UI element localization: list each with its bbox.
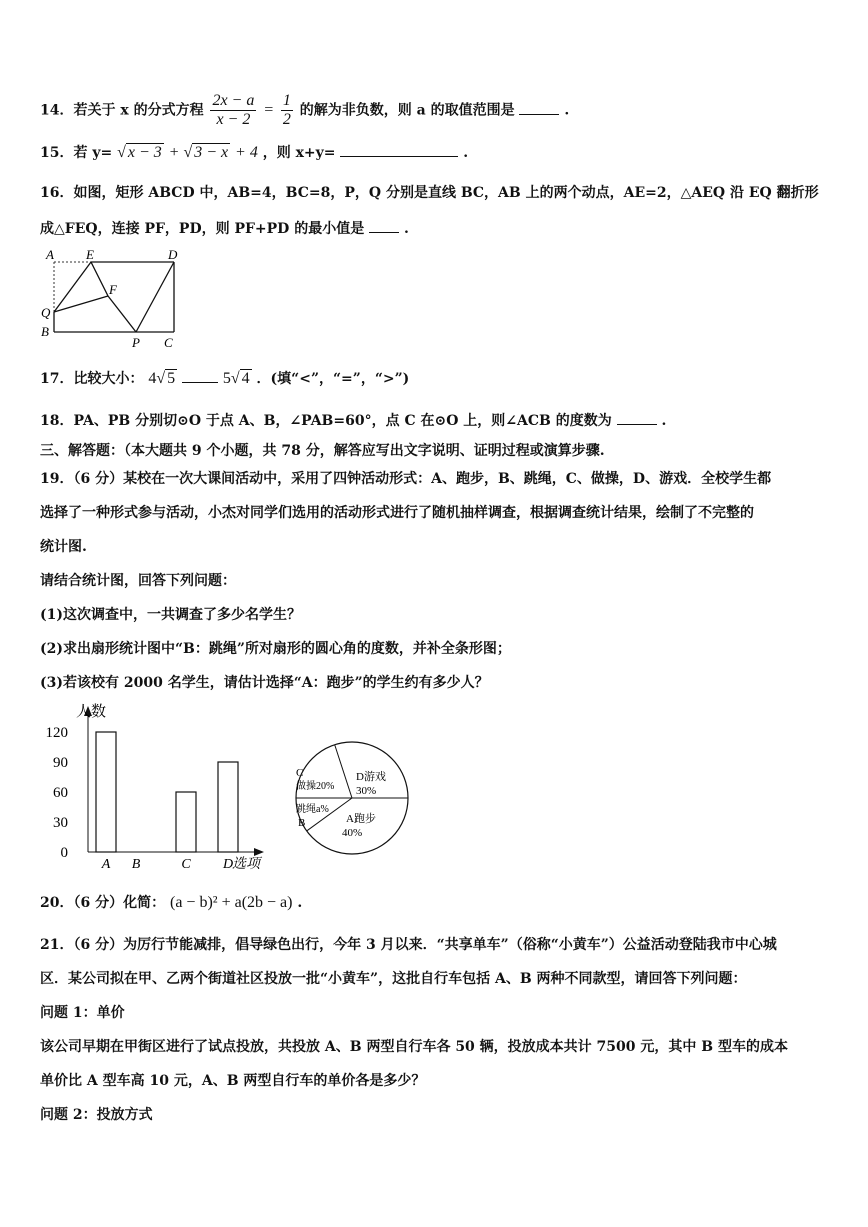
question-19-line-3: 统计图.	[40, 539, 87, 555]
pie-label-C: 做操20%	[296, 781, 335, 792]
question-19-sub-1: (1)这次调查中，一共调查了多少名学生？	[40, 607, 301, 623]
problem-1-title: 问题 1：单价	[40, 1005, 125, 1021]
question-19-sub-3: (3)若该校有 2000 名学生，请估计选择“A：跑步”的学生约有多少人？	[40, 675, 489, 691]
label-B: B	[41, 324, 49, 339]
y-axis-label: 人数	[76, 704, 107, 720]
label-D: D	[168, 247, 178, 262]
expression: (a − b)² + a(2b − a)	[169, 894, 293, 911]
answer-blank	[519, 100, 559, 115]
pie-label-D: D游戏	[356, 771, 386, 783]
category-label-B: B	[131, 857, 141, 872]
label-P: P	[132, 335, 140, 350]
answer-blank	[182, 368, 218, 383]
q14-text: 14．若关于 x 的分式方程	[40, 102, 204, 119]
y-tick-label: 30	[53, 815, 68, 831]
question-19-line-4: 请结合统计图，回答下列问题：	[40, 573, 236, 589]
question-19-line-1: 19．（6 分）某校在一次大课间活动中，采用了四钟活动形式：A、跑步，B、跳绳，C、做操，D、游戏．全校学生都	[40, 471, 772, 487]
question-21-line-1: 21．（6 分）为厉行节能减排，倡导绿色出行，今年 3 月以来．“共享单车”（俗称“小黄车”）公益活动登陆我市中心城	[40, 937, 777, 953]
q14-fraction-right: $\frac{1}{2}$	[282, 92, 291, 128]
y-tick-label: 60	[53, 785, 68, 801]
radicand: x − 3	[127, 144, 162, 161]
sqrt-sign: √	[183, 144, 193, 161]
bar-C	[176, 792, 196, 852]
radicand: 3 − x	[194, 144, 229, 161]
answer-blank	[617, 410, 657, 425]
question-18: 18．PA、PB 分别切⊙O 于点 A、B，∠PAB=60°，点 C 在⊙O 上，则∠ACB 的度数为 .	[40, 410, 666, 430]
pie-letter-B: B	[298, 817, 306, 829]
pie-pct-A: 40%	[342, 827, 363, 839]
question-14: 14．若关于 x 的分式方程 $\frac{2x - a}{x - 2}$ = $\frac{1}{2}$ 的解为非负数，则 a 的取值范围是 .	[40, 92, 570, 128]
q14-text-2: 的解为非负数，则 a 的取值范围是	[299, 102, 515, 119]
label-F: F	[109, 282, 117, 297]
pie-label-B: 跳绳a%	[296, 804, 329, 815]
problem-1-line-1: 该公司早期在甲街区进行了试点投放，共投放 A、B 两型自行车各 50 辆，投放成本共计 7500 元，其中 B 型车的成本	[40, 1039, 788, 1055]
pie-letter-C: C	[296, 767, 304, 779]
pie-pct-D: 30%	[356, 785, 377, 797]
pie-label-A: A跑步	[346, 813, 376, 825]
question-16-line-1: 16．如图，矩形 ABCD 中，AB=4，BC=8，P，Q 分别是直线 BC，AB 上的两个动点，AE=2，△AEQ 沿 EQ 翻折形	[40, 185, 819, 201]
answer-blank	[340, 142, 458, 157]
q15-text: 15．若 y=	[40, 145, 113, 161]
section-heading: 三、解答题：（本大题共 9 个小题，共 78 分，解答应写出文字说明、证明过程或演算步骤.	[40, 443, 605, 459]
question-19-line-2: 选择了一种形式参与活动，小杰对同学们选用的活动形式进行了随机抽样调查，根据调查统计结果，绘制了不完整的	[40, 505, 754, 521]
pie-chart	[292, 736, 414, 860]
q15-text-2: ，则 x+y=	[262, 145, 336, 161]
q14-equals: =	[263, 101, 275, 119]
bar-A	[96, 732, 116, 852]
question-15: 15．若 y= √ x − 3 + √ 3 − x + 4 ，则 x+y= .	[40, 144, 469, 161]
rectangle-figure	[36, 244, 186, 350]
x-axis-label: 选项	[232, 857, 260, 872]
label-Q: Q	[41, 305, 51, 320]
y-tick-label: 90	[53, 755, 68, 771]
bar-D	[218, 762, 238, 852]
question-19-sub-2: (2)求出扇形统计图中“B：跳绳”所对扇形的圆心角的度数，并补全条形图；	[40, 641, 511, 657]
category-label-C: C	[181, 857, 191, 872]
q14-fraction-left: $\frac{2x - a}{x - 2}$	[212, 92, 255, 128]
radicand: 5	[167, 370, 176, 387]
label-C: C	[164, 335, 173, 350]
x-axis-arrow	[254, 848, 264, 856]
answer-blank	[369, 218, 399, 233]
category-label-A: A	[101, 857, 111, 872]
label-E: E	[86, 247, 94, 262]
radicand: 4	[241, 370, 250, 387]
y-tick-label: 0	[60, 845, 68, 861]
category-label-D: D	[222, 857, 234, 872]
question-17: 17．比较大小： 4√ 5 5√ 4 ．(填“<”，“=”，“>”)	[40, 370, 410, 387]
question-21-line-2: 区．某公司拟在甲、乙两个街道社区投放一批“小黄车”，这批自行车包括 A、B 两种不同款型，请回答下列问题：	[40, 971, 747, 987]
label-A: A	[46, 247, 54, 262]
question-16-line-2: 成△FEQ，连接 PF，PD，则 PF+PD 的最小值是 .	[40, 218, 409, 238]
problem-2-title: 问题 2：投放方式	[40, 1107, 153, 1123]
sqrt-sign: √	[117, 144, 126, 161]
y-tick-label: 120	[45, 725, 68, 741]
problem-1-line-2: 单价比 A 型车高 10 元，A、B 两型自行车的单价各是多少？	[40, 1073, 426, 1089]
question-20: 20．（6 分）化简： (a − b)² + a(2b − a) .	[40, 894, 303, 911]
bar-chart	[40, 700, 270, 872]
